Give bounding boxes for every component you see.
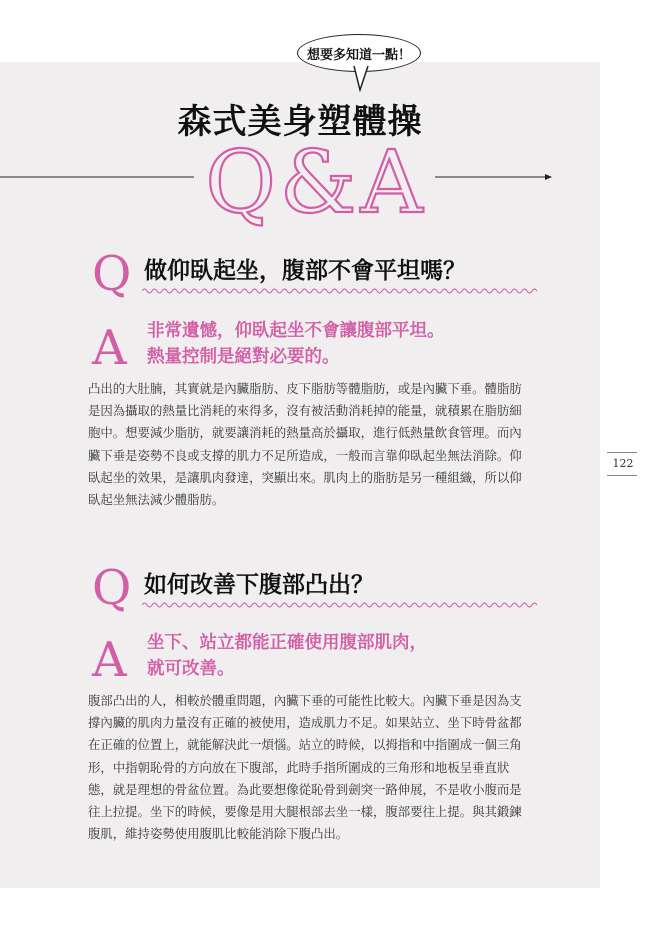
- body-line: 形，中指朝恥骨的方向放在下腹部，此時手指所圍成的三角形和地板呈垂直狀: [88, 759, 510, 775]
- body-line: 往上拉提。坐下的時候，要像是用大腿根部去坐一樣，腹部要往上提。與其鍛鍊: [88, 804, 522, 820]
- a-letter: A: [92, 320, 127, 376]
- body-line: 在正確的位置上，就能解決此一煩惱。站立的時候，以拇指和中指圍成一個三角: [88, 737, 522, 753]
- body-line: 腹部凸出的人，相較於體重問題，內臟下垂的可能性比較大。內臟下垂是因為支: [88, 693, 522, 708]
- page-number-rule-bottom: [607, 475, 637, 476]
- answer-text: [147, 318, 445, 370]
- bubble-text: 想要多知道一點！: [306, 47, 411, 63]
- wave-divider: [142, 287, 540, 295]
- body-paragraph: [88, 378, 548, 511]
- qa-logo-text: Q&A: [205, 140, 427, 230]
- wave-divider: [142, 601, 540, 609]
- q-letter: Q: [92, 246, 132, 302]
- page-number-rule-top: [607, 452, 637, 453]
- body-line: 臟下垂是姿勢不良或支撐的肌力不足所造成，一般而言靠仰臥起坐無法消除。仰: [88, 447, 522, 463]
- body-line: 腹肌，維持姿勢使用腹肌比較能消除下腹凸出。: [88, 826, 349, 842]
- body-line: 臥起坐無法減少體脂肪。: [88, 492, 225, 508]
- body-line: 是因為攝取的熱量比消耗的來得多，沒有被活動消耗掉的能量，就積累在脂肪細: [88, 403, 522, 419]
- page-number: 122: [612, 457, 634, 470]
- answer-text: [147, 630, 427, 682]
- answer-line: 坐下、站立都能正確使用腹部肌肉，: [147, 633, 427, 653]
- answer-line: 熱量控制是絕對必要的。: [147, 347, 340, 367]
- body-line: 態，就是理想的骨盆位置。為此要想像從恥骨到劍突一路伸展，不是收小腹而是: [88, 781, 522, 797]
- question-text: 如何改善下腹部凸出？: [144, 571, 374, 598]
- answer-line: 非常遺憾，仰臥起坐不會讓腹部平坦。: [147, 321, 445, 341]
- body-line: 凸出的大肚腩，其實就是內臟脂肪、皮下脂肪等體脂肪，或是內臟下垂。體脂肪: [88, 381, 522, 396]
- qa-logo: [0, 140, 560, 230]
- bubble-tail-icon: [352, 66, 372, 92]
- answer-line: 就可改善。: [147, 659, 235, 679]
- a-letter: A: [92, 632, 127, 688]
- body-paragraph: [88, 690, 548, 845]
- body-line: 臥起坐的效果，是讓肌肉發達，突顯出來。肌肉上的脂肪是另一種組織，所以仰: [88, 469, 522, 485]
- body-line: 胞中。想要減少脂肪，就要讓消耗的熱量高於攝取，進行低熱量飲食管理。而內: [88, 425, 522, 441]
- q-letter: Q: [92, 560, 132, 616]
- question-text: 做仰臥起坐，腹部不會平坦嗎？: [144, 257, 466, 284]
- page-title: 森式美身塑體操: [177, 102, 423, 142]
- arrow-head-icon: [545, 174, 552, 180]
- body-line: 撐內臟的肌肉力量沒有正確的被使用，造成肌力不足。如果站立、坐下時骨盆都: [88, 715, 522, 731]
